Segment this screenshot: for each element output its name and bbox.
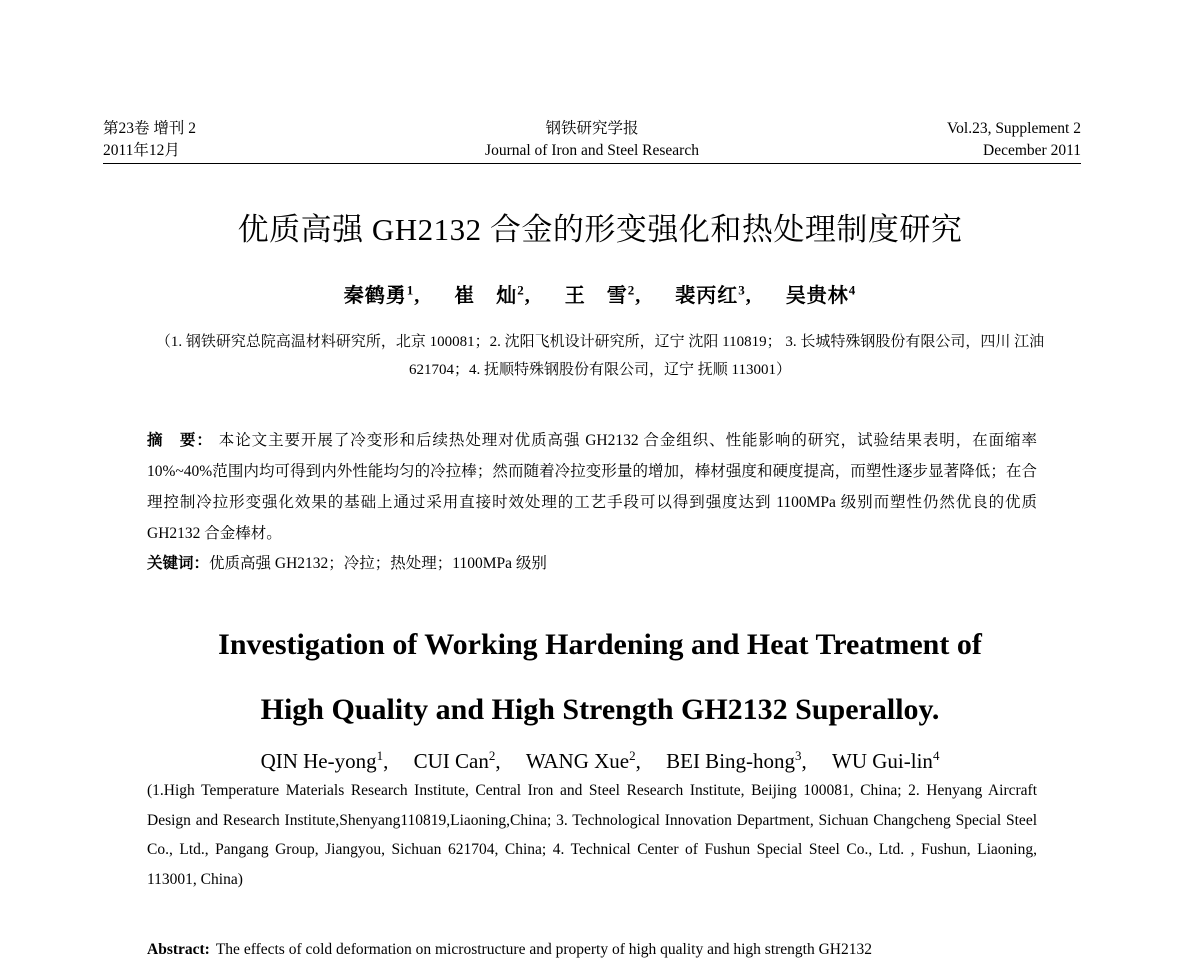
abstract-text-en: The effects of cold deformation on microstructure and property of high quality and high strength GH2132 [215,941,872,958]
author-cn: 王 雪$^2$, [564,282,642,307]
author-cn: 崔 灿$^2$, [454,282,531,307]
abstract-label-cn: 摘 要： [147,432,213,449]
abstract-label-en: Abstract: [147,941,210,958]
paper-title-cn: 优质高强 GH2132 合金的形变强化和热处理制度研究 [237,212,963,247]
author-name: 崔 灿 [454,284,518,307]
paper-title-en-line2: High Quality and High Strength GH2132 Superalloy. [260,693,940,726]
author-en: QIN He-yong$^1$, [260,748,389,773]
header-center [103,118,1081,162]
header-right [947,118,1081,162]
author-cn: 裴丙红$^3$, [675,282,752,307]
author-name: WU Gui-lin [832,749,933,773]
journal-name-en: Journal of Iron and Steel Research [485,142,699,159]
header-rule [103,163,1081,164]
author-list-en [0,740,1200,777]
author-affil-mark: 3 [795,748,802,763]
author-affil-mark: 4 [932,748,940,763]
author-en: BEI Bing-hong$^3$, [666,748,807,773]
author-en [832,749,939,773]
abstract-cn [147,425,1037,549]
author-cn: 秦鹤勇$^1$, [343,282,421,307]
affiliation-en: (1.High Temperature Materials Research Institute, Central Iron and Steel Research Institute, Beijing 100081, China; 2. Henyang Aircraft Design and Research Institute,Shenyang110819,Liaoning,China; 3. Technological Innovation Department, Sichuan Changcheng Special Steel Co., Ltd., Pangang Group, Jiangyou, Sichuan 621704, China; 4. Technical Center of Fushun Special Steel Co., Ltd. , Fushun, Liaoning, 113001, China) [147,782,1037,888]
abstract-en [147,935,1037,964]
keywords-cn [147,550,1037,578]
author-name: WANG Xue [525,749,630,773]
header-volume: 第23卷 增刊 2 [103,120,197,137]
author-name: 秦鹤勇 [343,284,407,307]
author-en: CUI Can$^2$, [413,748,501,773]
paper-title-en-line1: Investigation of Working Hardening and Heat Treatment of [218,628,982,661]
keywords-label-cn: 关键词： [147,555,210,572]
affiliation-cn: （1. 钢铁研究总院高温材料研究所，北京 100081；2. 沈阳飞机设计研究所，辽宁 沈阳 110819； 3. 长城特殊钢股份有限公司，四川 江油 621704；4. 抚顺特殊钢股份有限公司，辽宁 抚顺 113001） [155,334,1045,378]
author-name: 王 雪 [564,284,628,307]
abstract-text-cn: 本论文主要开展了冷变形和后续热处理对优质高强 GH2132 合金组织、性能影响的研究，试验结果表明，在面缩率 10%~40%范围内均可得到内外性能均匀的冷拉棒；然而随着冷拉变形量的增加，棒材强度和硬度提高，而塑性逐步显著降低；在合理控制冷拉形变强化效果的基础上通过采用直接时效处理的工艺手段可以得到强度达到 1100MPa 级别而塑性仍然优良的优质 GH2132 合金棒材。 [147,432,1037,542]
running-header [103,118,1081,164]
header-volume-en: Vol.23, Supplement 2 [946,120,1081,137]
header-date-cn: 2011年12月 [103,142,180,159]
author-name: 裴丙红 [675,284,739,307]
journal-name-cn: 钢铁研究学报 [545,120,639,137]
author-name: QIN He-yong [260,749,377,773]
author-cn [785,282,857,307]
author-list-cn [0,275,1200,311]
author-affil-mark: 1 [376,748,384,763]
keywords-text-cn: 优质高强 GH2132；冷拉；热处理；1100MPa 级别 [209,555,547,572]
header-date-en: December 2011 [983,142,1081,159]
author-affil-mark: 2 [629,748,636,763]
author-name: BEI Bing-hong [666,749,796,773]
author-affil-mark: 1 [406,282,415,297]
author-affil-mark: 2 [517,282,525,297]
author-name: CUI Can [413,749,489,773]
author-affil-mark: 3 [738,282,746,297]
author-affil-mark: 2 [488,748,496,763]
author-affil-mark: 2 [627,282,636,297]
author-en: WANG Xue$^2$, [525,748,641,773]
author-name: 吴贵林 [785,284,849,307]
author-affil-mark: 4 [848,282,857,297]
